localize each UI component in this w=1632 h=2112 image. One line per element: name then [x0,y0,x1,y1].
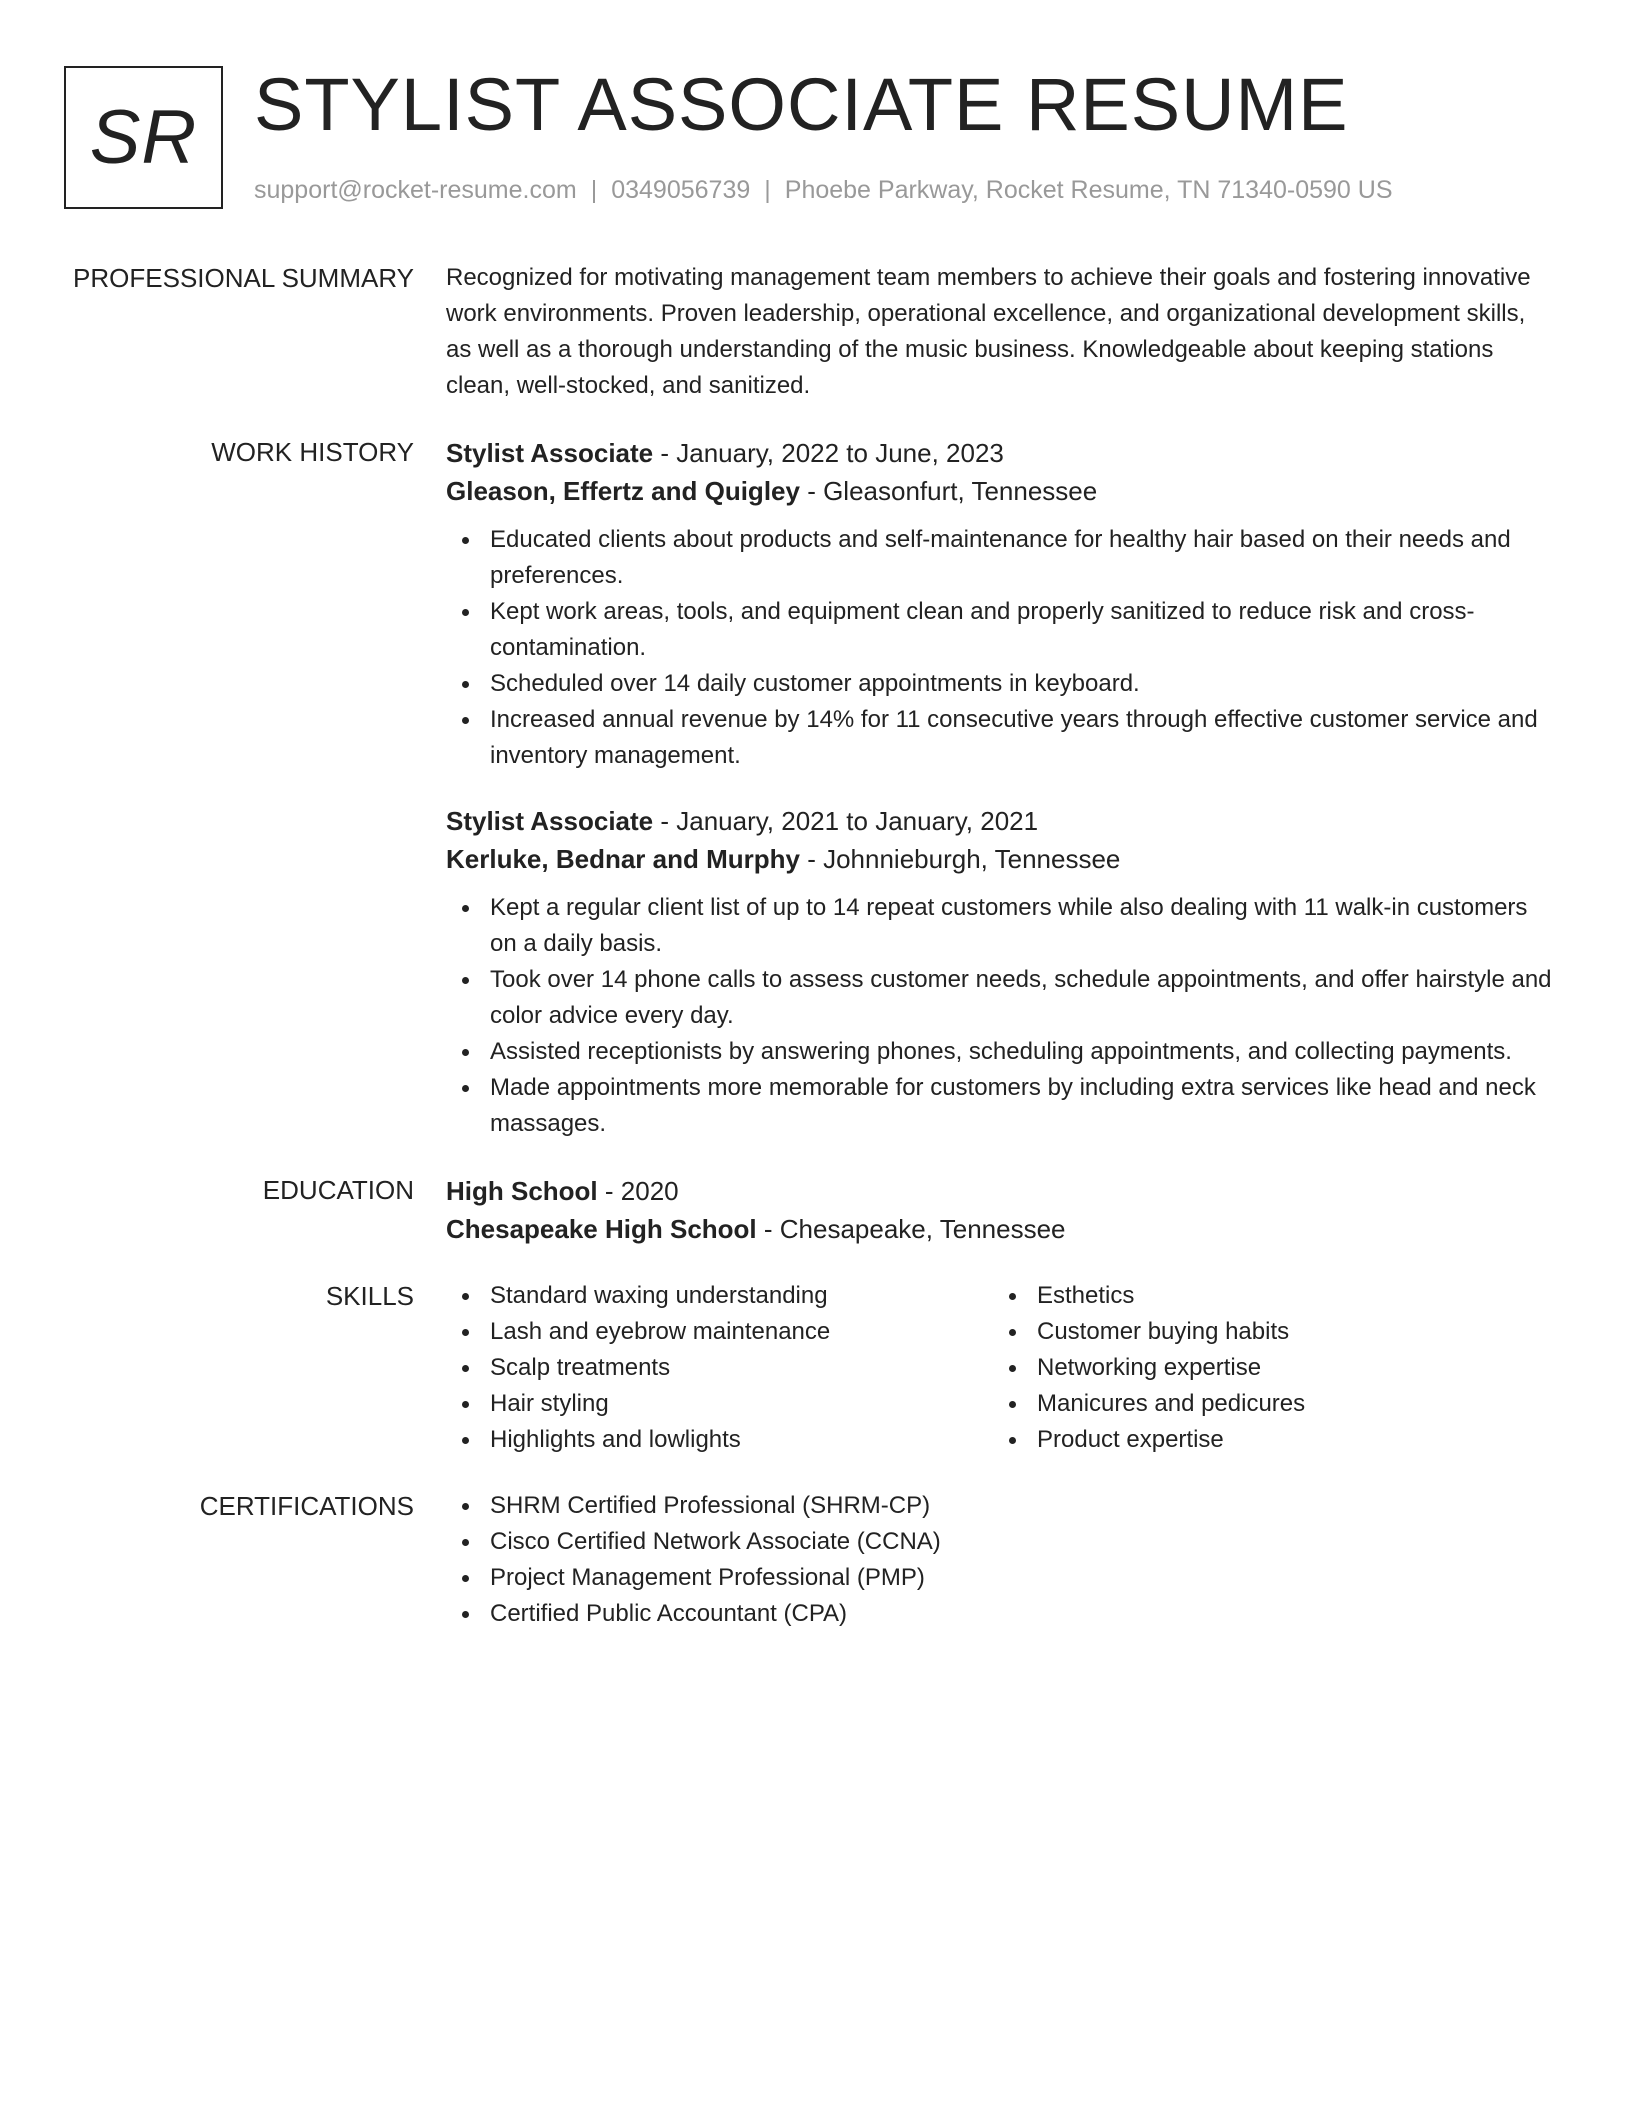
list-item: Project Management Professional (PMP) [446,1560,1556,1596]
education-year: - 2020 [597,1176,679,1206]
list-item: Scalp treatments [446,1350,993,1386]
list-item: Highlights and lowlights [446,1422,993,1458]
job-location: - Gleasonfurt, Tennessee [799,476,1098,506]
section-label: WORK HISTORY [211,437,414,467]
skills-grid [446,1278,1556,1458]
education-body [446,1172,1556,1248]
job-dates: - January, 2021 to January, 2021 [653,806,1039,836]
list-item: Took over 14 phone calls to assess customer needs, schedule appointments, and offer hairstyle and color advice every day. [446,962,1556,1034]
summary-section [0,260,1632,404]
certifications-list [446,1488,1556,1632]
list-item: Assisted receptionists by answering phones, scheduling appointments, and collecting payments. [446,1034,1556,1070]
list-item: Educated clients about products and self-maintenance for healthy hair based on their needs and preferences. [446,522,1556,594]
list-item: Scheduled over 14 daily customer appointments in keyboard. [446,666,1556,702]
skills-body [446,1278,1556,1458]
list-item: Manicures and pedicures [993,1386,1540,1422]
job-title: Stylist Associate [446,438,654,468]
skills-column-left [446,1278,993,1458]
skills-section [0,1278,1632,1458]
contact-separator: | [590,176,598,204]
list-item: Cisco Certified Network Associate (CCNA) [446,1524,1556,1560]
work-history-body [446,434,1556,1142]
skills-column-right [993,1278,1540,1458]
section-label: PROFESSIONAL SUMMARY [73,263,414,293]
job-company: Kerluke, Bednar and Murphy [446,844,800,874]
list-item: Product expertise [993,1422,1540,1458]
list-item: Certified Public Accountant (CPA) [446,1596,1556,1632]
education-school: Chesapeake High School [446,1214,757,1244]
resume-sections [0,260,1632,1662]
education-degree: High School [446,1176,598,1206]
list-item: Standard waxing understanding [446,1278,993,1314]
education-location: - Chesapeake, Tennessee [756,1214,1066,1244]
education-school-line [446,1210,1556,1248]
education-section [0,1172,1632,1248]
job-location: - Johnnieburgh, Tennessee [799,844,1121,874]
section-label: CERTIFICATIONS [199,1491,414,1521]
job-company-line [446,472,1556,510]
contact-line [254,176,1393,205]
list-item: Networking expertise [993,1350,1540,1386]
job-title-line [446,434,1556,472]
section-label: EDUCATION [262,1175,414,1205]
job-dates: - January, 2022 to June, 2023 [653,438,1004,468]
monogram-box [64,66,223,209]
resume-title: STYLIST ASSOCIATE RESUME [254,63,1349,146]
job-company-line [446,840,1556,878]
work-history-section [0,434,1632,1142]
job-title-line [446,802,1556,840]
job-title: Stylist Associate [446,806,654,836]
summary-text: Recognized for motivating management team members to achieve their goals and fostering innovative work environments. Proven leadership, operational excellence, and organizational development skills, as well as a thorough understanding of the music business. Knowledgeable about keeping stations clean, well-stocked, and sanitized. [446,264,1531,399]
list-item: Kept a regular client list of up to 14 repeat customers while also dealing with 11 walk-in customers on a daily basis. [446,890,1556,962]
job-bullets [446,522,1556,774]
list-item: Made appointments more memorable for customers by including extra services like head and neck massages. [446,1070,1556,1142]
monogram-initials: SR [89,95,198,180]
education-degree-line [446,1172,1556,1210]
contact-separator: | [764,176,771,204]
list-item: Lash and eyebrow maintenance [446,1314,993,1350]
list-item: Hair styling [446,1386,993,1422]
job-company: Gleason, Effertz and Quigley [446,476,800,506]
list-item: Kept work areas, tools, and equipment clean and properly sanitized to reduce risk and cross-contamination. [446,594,1556,666]
contact-phone[interactable]: 0349056739 [611,176,751,204]
job-bullets [446,890,1556,1142]
list-item: SHRM Certified Professional (SHRM-CP) [446,1488,1556,1524]
section-label: SKILLS [325,1281,414,1311]
certifications-section [0,1488,1632,1632]
certifications-body [446,1488,1556,1632]
contact-address: Phoebe Parkway, Rocket Resume, TN 71340-0590 US [784,176,1393,204]
list-item: Esthetics [993,1278,1540,1314]
job-entry [446,802,1556,1142]
job-entry [446,434,1556,774]
contact-email[interactable]: support@rocket-resume.com [254,176,577,204]
list-item: Increased annual revenue by 14% for 11 consecutive years through effective customer service and inventory management. [446,702,1556,774]
list-item: Customer buying habits [993,1314,1540,1350]
